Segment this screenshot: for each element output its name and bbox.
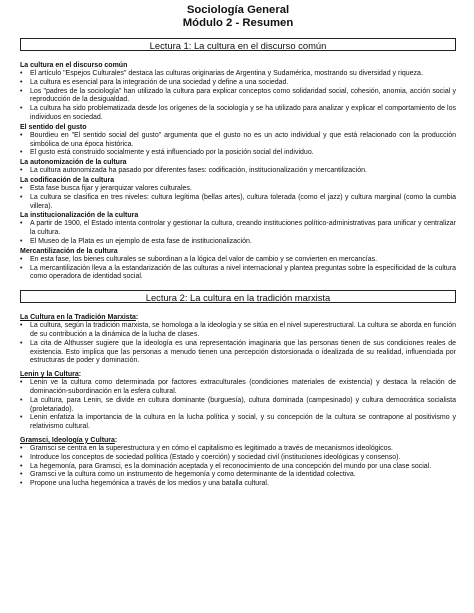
section-heading-colon: :	[78, 371, 82, 379]
bullet-list	[20, 70, 456, 123]
list-item: • En esta fase, los bienes culturales se subordinan a la lógica del valor de cambio y se convierten en mercancías.	[20, 256, 456, 265]
section-heading-text: Gramsci, Ideología y Cultura	[20, 436, 115, 444]
list-item: • Gramsci ve la cultura como un instrumento de hegemonía y como determinante de la identidad colectiva.	[20, 471, 456, 480]
list-item: • Esta fase busca fijar y jerarquizar valores culturales.	[20, 185, 456, 194]
section-heading	[20, 176, 456, 185]
lectura-1-content	[20, 61, 456, 282]
list-item: • Los "padres de la sociología" han utilizado la cultura para explicar conceptos como solidaridad social, cohesión, anomia, acción social y reproducción de la desigualdad.	[20, 88, 456, 106]
lectura-1-label: Lectura 1	[149, 40, 189, 51]
section-heading	[20, 61, 456, 70]
list-item: • Gramsci se centra en la superestructura y en cómo el capitalismo es legitimado a través de mecanismos ideológicos.	[20, 445, 456, 454]
section-heading	[20, 123, 456, 132]
list-item: • La cultura ha sido problematizada desde los orígenes de la sociología y se ha utilizado para analizar y explicar el comportamiento de los individuos en sociedad.	[20, 105, 456, 123]
list-item: • La cultura autonomizada ha pasado por diferentes fases: codificación, institucionalización y mercantilización.	[20, 167, 456, 176]
section-heading-text: La codificación de la cultura	[20, 176, 115, 184]
lectura-2-name: : La cultura en la tradición marxista	[184, 292, 331, 304]
section-heading-colon: :	[135, 314, 139, 322]
list-item: • La cultura se clasifica en tres niveles: cultura legítima (bellas artes), cultura tolerada (como el jazz) y cultura marginal (como la cumbia villera).	[20, 194, 456, 212]
bullet-list	[20, 185, 456, 211]
section-heading-text: La cultura en el discurso común	[20, 62, 128, 69]
list-item: • El artículo "Espejos Culturales" destaca las culturas originarias de Argentina y Sudamérica, mostrando su diversidad y riqueza.	[20, 70, 456, 79]
section-heading	[20, 370, 456, 379]
section-heading-text: Mercantilización de la cultura	[20, 247, 118, 255]
section-heading	[20, 313, 456, 322]
list-item: • La cultura, para Lenin, se divide en cultura dominante (burguesía), cultura dominada (campesinado) y cultura democrática socialista (proletariado).	[20, 397, 456, 415]
lectura-1-name: : La cultura en el discurso común	[188, 40, 327, 51]
section-heading-text: La institucionalización de la cultura	[20, 212, 139, 220]
section-heading	[20, 158, 456, 167]
section-heading-colon: :	[114, 436, 118, 444]
list-item: • Bourdieu en "El sentido social del gusto" argumenta que el gusto no es un acto individual y que está relacionado con la producción simbólica de una época histórica.	[20, 132, 456, 150]
section-heading	[20, 211, 456, 220]
list-item: • A partir de 1900, el Estado intenta controlar y gestionar la cultura, creando instituciones político-administrativas para unificar y centralizar la cultura.	[20, 220, 456, 238]
list-item: • La mercantilización lleva a la estandarización de las culturas a nivel internacional y plantea preguntas sobre la especificidad de la cultura como operadora de identidad social.	[20, 265, 456, 283]
section-heading-text: La autonomización de la cultura	[20, 159, 127, 167]
bullet-list	[20, 445, 456, 489]
list-item: • Lenin ve la cultura como determinada por factores extraculturales (condiciones materiales de existencia) y destaca la relación de dominación-subordinación en la esfera cultural.	[20, 379, 456, 397]
lectura-2-heading-box	[20, 290, 456, 303]
bullet-list	[20, 322, 456, 366]
list-item: • Introduce los conceptos de sociedad política (Estado y coerción) y sociedad civil (instituciones ideológicas y consenso).	[20, 454, 456, 463]
document-title: Sociología General	[186, 4, 290, 16]
document-subtitle: Módulo 2 - Resumen	[182, 16, 294, 29]
bullet-list	[20, 220, 456, 246]
list-item: • El Museo de la Plata es un ejemplo de esta fase de institucionalización.	[20, 238, 456, 247]
section-heading	[20, 247, 456, 256]
list-item: • La cita de Althusser sugiere que la ideología es una representación imaginaria que las personas tienen de sus condiciones reales de existencia. Esto implica que las personas a menudo tienen una percepción distorsionada o idealizada de su realidad, influenciada por estructuras de poder y dominación.	[20, 340, 456, 366]
section-heading-text: El sentido del gusto	[20, 123, 87, 131]
list-item: • El gusto está construido socialmente y está influenciado por la posición social del individuo.	[20, 149, 456, 158]
section-heading	[20, 436, 456, 445]
bullet-list	[20, 167, 456, 176]
bullet-list	[20, 379, 456, 432]
list-item: • La cultura es esencial para la integración de una sociedad y define a una sociedad.	[20, 79, 456, 88]
list-item: • La cultura, según la tradición marxista, se homologa a la ideología y se sitúa en el nivel superestructural. La cultura se aborda en función de su contribución a la dinámica de la lucha de clases.	[20, 322, 456, 340]
list-item: • Propone una lucha hegemónica a través de los medios y una batalla cultural.	[20, 480, 456, 489]
section-heading-text: Lenin y la Cultura	[20, 371, 79, 379]
list-item: • La hegemonía, para Gramsci, es la dominación aceptada y el reconocimiento de una concepción del mundo por una clase social.	[20, 463, 456, 472]
bullet-list	[20, 132, 456, 158]
list-item: • Lenin enfatiza la importancia de la cultura en la lucha política y social, y su concepción de la cultura se contrapone al positivismo y relativismo cultural.	[20, 414, 456, 432]
lectura-2-label: Lectura 2	[145, 292, 185, 304]
section-heading-text: La Cultura en la Tradición Marxista	[20, 314, 136, 322]
lectura-1-heading-box	[20, 38, 456, 51]
bullet-list	[20, 256, 456, 282]
lectura-2-content	[20, 313, 456, 489]
